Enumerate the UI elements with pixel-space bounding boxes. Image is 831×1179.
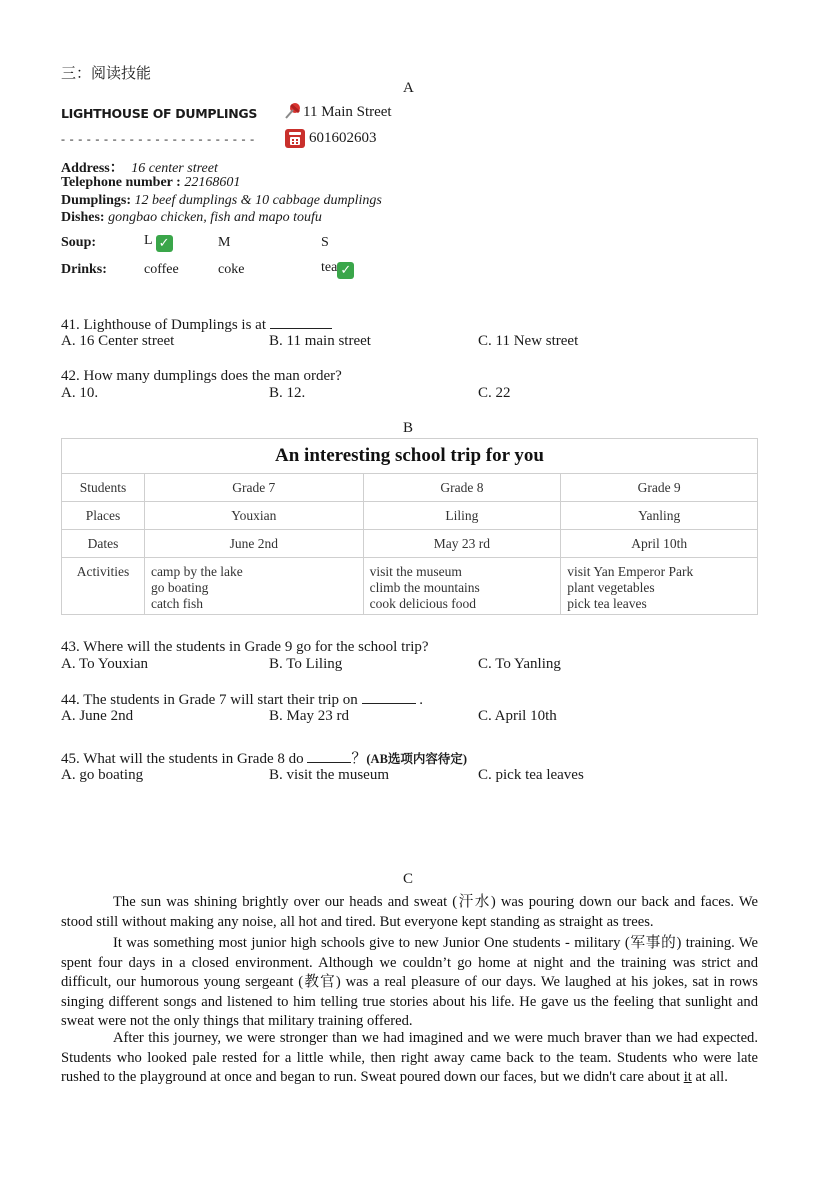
drink-option-coke: coke [218, 262, 245, 277]
q44-option-c: C. April 10th [478, 708, 557, 724]
q45-stem-text: 45. What will the students in Grade 8 do [61, 751, 304, 767]
q45-note: (AB选项内容待定) [366, 752, 468, 766]
activity-item: visit the museum [369, 564, 462, 579]
part-b-label: B [403, 420, 414, 436]
table-cell: Students [62, 474, 145, 502]
activity-item: plant vegetables [567, 580, 655, 595]
q43-option-c: C. To Yanling [478, 656, 561, 672]
passage-paragraph-2: It was something most junior high schools give to new Junior One students - military (军事的) training. We spent four days in a closed environment. Although we couldn’t go home at night and the training was strict and difficult, our humorous young sergeant (教官) was a real pleasure of our days. We laughed at his jokes, sat in rows singing different songs and listened to him telling true stories about his life. He gave us the feeling that sunlight and sweat were not the only things that military training offered. [61, 935, 758, 1029]
drink-option-tea-text: tea [321, 260, 338, 275]
q43-option-a: A. To Youxian [61, 656, 149, 672]
drink-option-tea [321, 260, 354, 279]
soup-option-m: M [218, 235, 231, 250]
school-trip-table [61, 438, 758, 615]
check-icon: ✓ [156, 235, 173, 252]
table-row [62, 502, 758, 530]
answer-blank [307, 750, 351, 763]
table-cell: Liling [363, 502, 561, 530]
dishes-label: Dishes: [61, 210, 105, 225]
activity-item: catch fish [150, 596, 204, 611]
dumplings-value: 12 beef dumplings & 10 cabbage dumplings [134, 193, 382, 208]
part-c-label: C [403, 871, 414, 887]
telephone-label: Telephone number : [61, 175, 181, 190]
q45-end: ？ [351, 751, 367, 767]
soup-option-l [144, 233, 173, 252]
q43-stem: 43. Where will the students in Grade 9 go for the school trip? [61, 639, 429, 655]
q45-stem [61, 747, 467, 768]
table-cell: Youxian [144, 502, 363, 530]
q44-stem [61, 691, 423, 709]
table-cell [363, 558, 561, 615]
divider-dashes: - - - - - - - - - - - - - - - - - - - - - - - [61, 132, 255, 146]
q42-option-c: C. 22 [478, 385, 511, 401]
dishes-value: gongbao chicken, fish and mapo toufu [108, 210, 322, 225]
activity-item: camp by the lake [150, 564, 243, 579]
q45-option-c: C. pick tea leaves [478, 767, 584, 783]
dumplings-row [61, 193, 382, 209]
check-icon: ✓ [337, 262, 354, 279]
drinks-label: Drinks: [61, 262, 107, 277]
q42-option-a: A. 10. [61, 385, 99, 401]
table-cell: Grade 7 [144, 474, 363, 502]
table-cell: Activities [62, 558, 145, 615]
dishes-row [61, 210, 322, 226]
q41-option-c: C. 11 New street [478, 333, 579, 349]
table-cell [561, 558, 758, 615]
table-title: An interesting school trip for you [62, 439, 758, 474]
drink-option-coffee: coffee [144, 262, 179, 277]
table-cell: May 23 rd [363, 530, 561, 558]
table-cell: April 10th [561, 530, 758, 558]
shop-name: LIGHTHOUSE OF DUMPLINGS [61, 106, 258, 121]
passage-paragraph-3-text: After this journey, we were stronger than we had imagined and we were much braver than we had expected. Students who looked pale rested for a little while, then right away came back to the team. Students who were late rushed to the playground at once and began to run. Sweat poured down our faces, but we didn't care about [61, 1030, 758, 1085]
address-label: Address： [61, 161, 124, 176]
table-row [62, 474, 758, 502]
q42-option-b: B. 12. [269, 385, 306, 401]
table-row [62, 530, 758, 558]
soup-label: Soup: [61, 235, 97, 250]
shop-phone: 601602603 [309, 130, 377, 146]
table-cell: Yanling [561, 502, 758, 530]
table-cell: Grade 9 [561, 474, 758, 502]
telephone-value: 22168601 [184, 175, 241, 190]
q41-option-b: B. 11 main street [269, 333, 371, 349]
table-cell: June 2nd [144, 530, 363, 558]
telephone-row [61, 175, 240, 191]
section-title: 三：阅读技能 [61, 66, 152, 82]
address-value: 16 center street [131, 161, 218, 176]
activity-item: cook delicious food [369, 596, 477, 611]
shop-address: 11 Main Street [303, 104, 392, 120]
answer-blank [362, 691, 416, 704]
table-row [62, 558, 758, 615]
table-cell [144, 558, 363, 615]
q41-stem-text: 41. Lighthouse of Dumplings is at [61, 317, 266, 333]
address-row [61, 157, 218, 177]
q44-option-b: B. May 23 rd [269, 708, 349, 724]
q44-stem-text: 44. The students in Grade 7 will start their trip on [61, 692, 358, 708]
passage-paragraph-3 [61, 1029, 758, 1088]
q41-option-a: A. 16 Center street [61, 333, 175, 349]
activity-item: visit Yan Emperor Park [567, 564, 694, 579]
q43-option-b: B. To Liling [269, 656, 343, 672]
table-cell: Dates [62, 530, 145, 558]
pushpin-icon [283, 101, 303, 126]
activity-item: climb the mountains [369, 580, 480, 595]
q41-stem [61, 316, 332, 334]
underlined-word: it [683, 1069, 692, 1085]
passage-paragraph-1: The sun was shining brightly over our heads and sweat (汗水) was pouring down our back and faces. We stood still without making any noise, all hot and tired. But everyone kept standing as straight as trees. [61, 894, 758, 930]
answer-blank [270, 316, 332, 329]
table-cell: Grade 8 [363, 474, 561, 502]
soup-option-l-text: L [144, 233, 153, 248]
activity-item: pick tea leaves [567, 596, 647, 611]
telephone-icon [285, 129, 305, 153]
q42-stem: 42. How many dumplings does the man order? [61, 368, 342, 384]
q44-end: . [419, 692, 424, 708]
dumplings-label: Dumplings: [61, 193, 132, 208]
passage-paragraph-3-end: at all. [695, 1069, 728, 1085]
activity-item: go boating [150, 580, 209, 595]
q45-option-a: A. go boating [61, 767, 144, 783]
part-a-label: A [403, 80, 414, 96]
table-cell: Places [62, 502, 145, 530]
q44-option-a: A. June 2nd [61, 708, 134, 724]
q45-option-b: B. visit the museum [269, 767, 389, 783]
soup-option-s: S [321, 235, 329, 250]
